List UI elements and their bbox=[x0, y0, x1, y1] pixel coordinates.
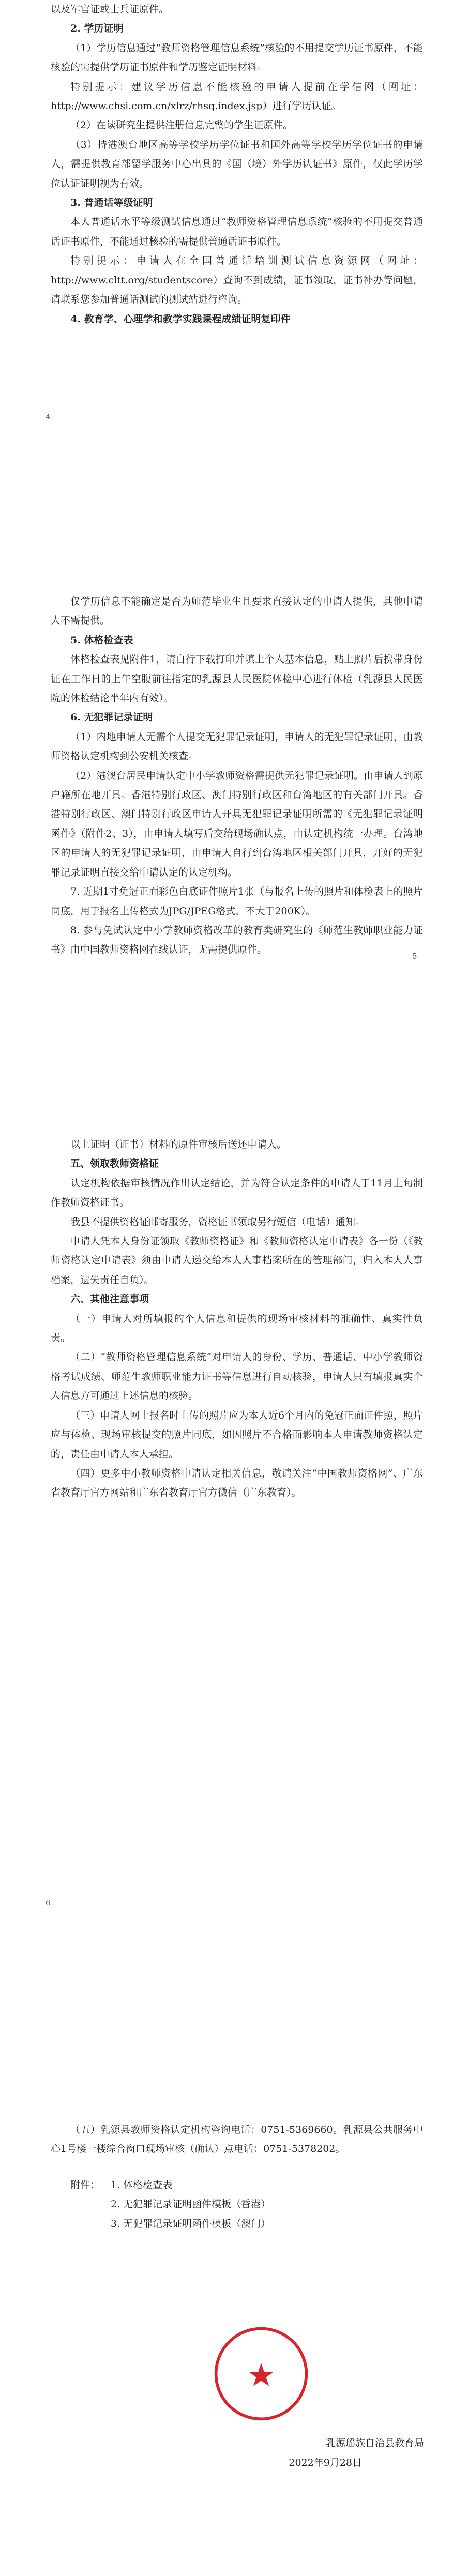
attachment-row bbox=[51, 2215, 423, 2234]
paragraph: 体格检查表见附件1，请自行下载打印并填上个人基本信息，贴上照片后携带身份证在工作日的上午空腹前往指定的乳源县人民医院体检中心进行体检（乳源县人民医院的体检结论半年内有效）。 bbox=[51, 654, 423, 704]
seal-stamp-icon bbox=[212, 2325, 310, 2423]
page-two-text bbox=[51, 592, 423, 960]
section-heading: 五、领取教师资格证 bbox=[70, 1158, 159, 1170]
page-number: 4 bbox=[46, 412, 51, 421]
attachment-row bbox=[51, 2176, 423, 2195]
paragraph: 申请人凭本人身份证领取《教师资格证》和《教师资格认定申请表》各一份（《教师资格认定申请表》须由申请人递交给本人人事档案所在的管理部门，归入本人人事档案，遗失责任自负）。 bbox=[51, 1236, 423, 1286]
paragraph: （2）港澳台居民申请认定中小学教师资格需提供无犯罪记录证明。由申请人到原户籍所在地开具。香港特别行政区、澳门特别行政区和台湾地区的有关部门开具。香港特别行政区、澳门特别行政区申请人开具无犯罪记录证明所需的《无犯罪记录证明函件》（附件2、3），由申请人填写后交给现场确认点，由认定机构统一办理。台湾地区的申请人的无犯罪记录证明，由申请人自行到台湾地区相关部门开具，开好的无犯罪记录证明直接交给申请认定的认定机构。 bbox=[51, 770, 423, 878]
section-heading: 六、其他注意事项 bbox=[70, 1293, 149, 1305]
paragraph: （1）学历信息通过“教师资格管理信息系统”核验的不用提交学历证书原件，不能核验的需提供学历证书原件和学历鉴定证明材料。 bbox=[51, 42, 423, 73]
paragraph: 7. 近期1寸免冠正面彩色白底证件照片1张（与报名上传的照片和体检表上的照片同底，用于报名上传格式为JPG/JPEG格式，不大于200K）。 bbox=[51, 886, 423, 917]
paragraph: 特别提示：建议学历信息不能核验的申请人提前在学信网（网址：http://www.chsi.com.cn/xlrz/rhsq.index.jsp）进行学历认证。 bbox=[51, 81, 423, 112]
paragraph: （二）“教师资格管理信息系统”对申请人的身份、学历、普通话、中小学教师资格考试成绩、师范生教师职业能力证书等信息进行自动核验，申请人只有填报真实个人信息方可通过上述信息的核验。 bbox=[51, 1351, 423, 1402]
page-number: 6 bbox=[46, 1898, 51, 1907]
attachment-item: 3. 无犯罪记录证明函件模板（澳门） bbox=[111, 2218, 271, 2229]
paragraph: （四）更多中小教师资格申请认定相关信息，敬请关注“中国教师资格网”、广东省教育厅官方网站和广东省教育厅官方微信（广东教育）。 bbox=[51, 1467, 423, 1499]
paragraph: （一）申请人对所填报的个人信息和提供的现场审核材料的准确性、真实性负责。 bbox=[51, 1313, 423, 1344]
paragraph: 特别提示：申请人在全国普通话培训测试信息资源网（网址：http://www.cltt.org/studentscore）查询不到成绩，证书领取，证书补办等问题，请联系您参加普通话测试的测试站进行咨询。 bbox=[51, 255, 423, 306]
section-heading: 6. 无犯罪记录证明 bbox=[70, 712, 153, 724]
section-heading: 5. 体格检查表 bbox=[70, 634, 133, 646]
attachment-item: 1. 体格检查表 bbox=[111, 2179, 173, 2191]
paragraph: 我县不提供资格证邮寄服务，资格证书领取另行短信（电话）通知。 bbox=[70, 1216, 366, 1228]
paragraph: （3）持港澳台地区高等学校学历学位证书和国外高等学校学历学位证书的申请人，需提供教育部留学服务中心出具的《国（境）外学历认证书》原件，仅此学历学位认证证明视为有效。 bbox=[51, 139, 423, 189]
section-heading: 2. 学历证明 bbox=[70, 23, 124, 35]
closing-section bbox=[51, 2120, 423, 2234]
paragraph: （三）申请人网上报名时上传的照片应为本人近6个月内的免冠正面证件照，照片应与体检、现场审核提交的照片同底，如因照片不合格而影响本人申请教师资格认定的，责任由申请人本人承担。 bbox=[51, 1409, 423, 1460]
attachments-list bbox=[51, 2176, 423, 2234]
issuer-signature: 乳源瑶族自治县教育局 bbox=[325, 2437, 424, 2449]
paragraph: 8. 参与免试认定中小学教师资格改革的教育类研究生的《师范生教师职业能力证书》由中国教师资格网在线认证，无需提供原件。 bbox=[51, 924, 423, 956]
paragraph: （2）在读研究生提供注册信息完整的学生证原件。 bbox=[70, 119, 293, 131]
page-three-text bbox=[51, 1135, 423, 1503]
section-heading: 4. 教育学、心理学和教学实践课程成绩证明复印件 bbox=[70, 313, 291, 325]
section-heading: 3. 普通话等级证明 bbox=[70, 197, 153, 209]
page-number: 5 bbox=[412, 952, 417, 961]
official-seal bbox=[212, 2325, 310, 2423]
paragraph: （1）内地申请人无需个人提交无犯罪记录证明，申请人的无犯罪记录证明，由教师资格认定机构到公安机关核查。 bbox=[51, 731, 423, 762]
paragraph: 本人普通话水平等级测试信息通过“教师资格管理信息系统”核验的不用提交普通话证书原件，不能通过核验的需提供普通话证书原件。 bbox=[51, 216, 423, 247]
page-one-text bbox=[51, 0, 423, 329]
issue-date: 2022年9月28日 bbox=[289, 2457, 362, 2468]
attachments-label: 附件： bbox=[70, 2179, 100, 2191]
contact-paragraph: （五）乳源县教师资格认定机构咨询电话：0751-5369660。乳源县公共服务中心1号楼一楼综合窗口现场审核（确认）点电话：0751-5378202。 bbox=[51, 2124, 423, 2155]
paragraph: 以上证明（证书）材料的原件审核后送还申请人。 bbox=[70, 1139, 287, 1150]
attachment-item: 2. 无犯罪记录证明函件模板（香港） bbox=[111, 2198, 271, 2210]
paragraph: 以及军官证或士兵证原件。 bbox=[51, 4, 169, 15]
paragraph: 认定机构依据审核情况作出认定结论，并为符合认定条件的申请人于11月上旬制作教师资格证书。 bbox=[51, 1177, 423, 1209]
paragraph: 仅学历信息不能确定是否为师范毕业生且要求直接认定的申请人提供，其他申请人不需提供。 bbox=[51, 596, 423, 627]
attachment-row bbox=[51, 2195, 423, 2214]
